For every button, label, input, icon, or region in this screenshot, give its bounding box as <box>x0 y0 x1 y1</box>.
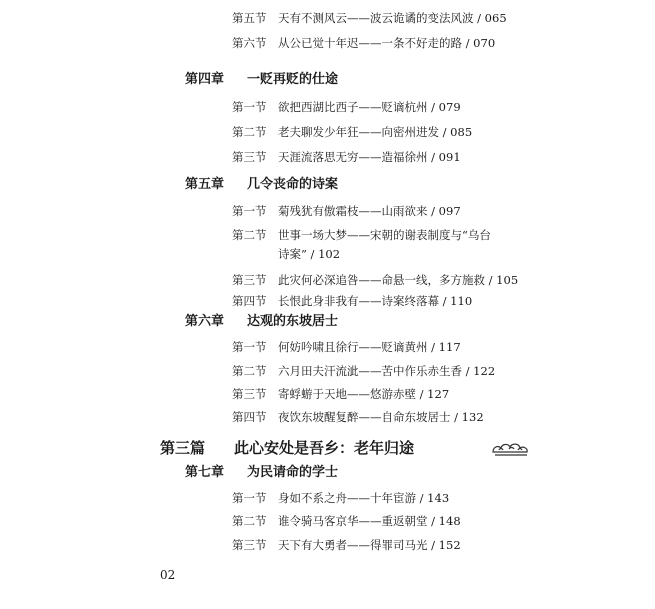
cloud-ornament-icon <box>490 439 532 457</box>
section-title: 世事一场大梦——宋朝的谢表制度与“乌台 <box>278 228 491 242</box>
section-label: 第一节 <box>232 204 267 218</box>
section-label: 第二节 <box>232 228 267 242</box>
section-label: 第二节 <box>232 364 267 378</box>
section-label: 第四节 <box>232 410 267 424</box>
section-title-continuation: 诗案” / 102 <box>278 247 341 261</box>
section-label: 第五节 <box>232 11 267 25</box>
section-title: 天下有大勇者——得罪司马光 / 152 <box>278 538 461 552</box>
page-number: 02 <box>160 568 176 582</box>
section-title: 老夫聊发少年狂——向密州进发 / 085 <box>278 125 473 139</box>
section-title: 寄蜉蝣于天地——悠游赤壁 / 127 <box>278 387 450 401</box>
section-label: 第一节 <box>232 491 267 505</box>
part-title: 此心安处是吾乡：老年归途 <box>234 439 415 457</box>
chapter-label: 第五章 <box>185 177 225 192</box>
chapter-title: 一贬再贬的仕途 <box>247 72 339 87</box>
section-label: 第三节 <box>232 150 267 164</box>
section-label: 第二节 <box>232 125 267 139</box>
section-label: 第三节 <box>232 538 267 552</box>
chapter-label: 第七章 <box>185 465 225 480</box>
chapter-label: 第六章 <box>185 314 225 329</box>
part-label: 第三篇 <box>160 439 206 457</box>
toc-section-continuation <box>278 246 340 262</box>
chapter-label: 第四章 <box>185 72 225 87</box>
section-title: 天有不测风云——波云诡谲的变法风波 / 065 <box>278 11 507 25</box>
section-title: 何妨吟啸且徐行——贬谪黄州 / 117 <box>278 340 461 354</box>
section-title: 六月田夫汗流泚——苦中作乐赤生香 / 122 <box>278 364 496 378</box>
section-title: 菊残犹有傲霜枝——山雨欲来 / 097 <box>278 204 461 218</box>
section-title: 此灾何必深追咎——命悬一线，多方施救 / 105 <box>278 273 519 287</box>
section-title: 谁令骑马客京华——重返朝堂 / 148 <box>278 514 461 528</box>
section-title: 身如不系之舟——十年宦游 / 143 <box>278 491 450 505</box>
section-title: 长恨此身非我有——诗案终落幕 / 110 <box>278 294 473 308</box>
section-title: 夜饮东坡醒复醉——自命东坡居士 / 132 <box>278 410 484 424</box>
section-title: 欲把西湖比西子——贬谪杭州 / 079 <box>278 100 461 114</box>
section-label: 第一节 <box>232 100 267 114</box>
chapter-title: 达观的东坡居士 <box>247 314 339 329</box>
section-title: 从公已觉十年迟——一条不好走的路 / 070 <box>278 36 496 50</box>
chapter-title: 为民请命的学士 <box>247 465 339 480</box>
section-title: 天涯流落思无穷——造福徐州 / 091 <box>278 150 461 164</box>
section-label: 第二节 <box>232 514 267 528</box>
section-label: 第一节 <box>232 340 267 354</box>
section-label: 第三节 <box>232 273 267 287</box>
chapter-title: 几令丧命的诗案 <box>247 177 339 192</box>
section-label: 第三节 <box>232 387 267 401</box>
section-label: 第四节 <box>232 294 267 308</box>
section-label: 第六节 <box>232 36 267 50</box>
